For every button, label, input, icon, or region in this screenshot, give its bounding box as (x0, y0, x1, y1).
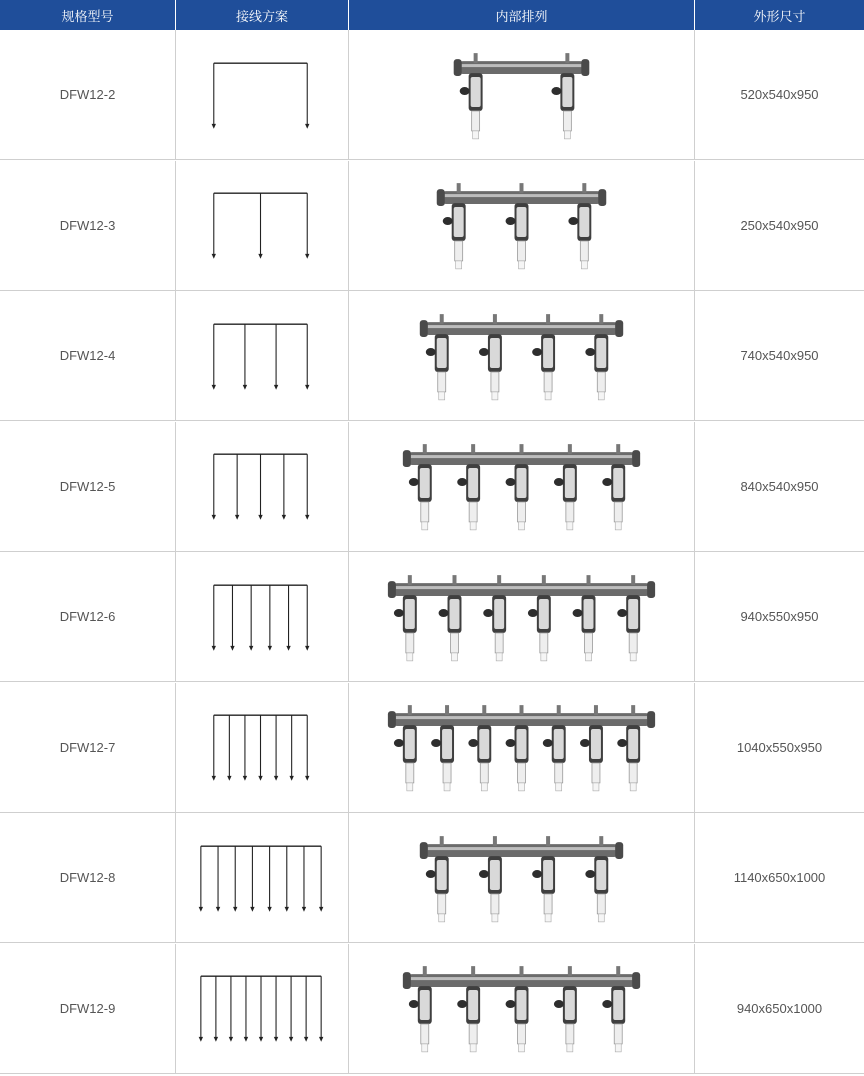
layout-cell (348, 552, 694, 681)
model-cell (0, 422, 175, 551)
layout-cell (348, 30, 694, 159)
dims-cell (694, 813, 864, 942)
model-text: DFW12-7 (59, 739, 116, 755)
dims-text: 1140x650x1000 (733, 870, 826, 885)
layout-cell (348, 422, 694, 551)
wiring-arrow-icon (212, 515, 216, 520)
dims-text: 740x540x950 (740, 348, 819, 363)
model-cell (0, 30, 175, 159)
wiring-arrow-icon (305, 384, 309, 389)
wiring-arrow-icon (305, 645, 309, 650)
wiring-arrow-icon (235, 515, 239, 520)
wiring-diagram (176, 814, 348, 942)
wiring-arrow-icon (230, 645, 234, 650)
model-text: DFW12-6 (59, 609, 116, 624)
busbar-end-cap (388, 581, 396, 598)
busbar-end-cap (598, 189, 606, 206)
wiring-arrow-icon (285, 906, 289, 911)
wiring-arrow-icon (286, 645, 290, 650)
busbar-shape (424, 322, 619, 335)
internal-layout-illustration (349, 944, 694, 1072)
model-text: DFW12-8 (59, 870, 116, 885)
internal-layout-illustration (349, 553, 694, 681)
model-text: DFW12-3 (59, 217, 116, 233)
wiring-arrow-icon (244, 1037, 248, 1042)
dims-text: 840x540x950 (740, 478, 819, 494)
model-cell (0, 944, 175, 1073)
wiring-cell (175, 552, 348, 681)
wiring-arrow-icon (305, 776, 309, 781)
wiring-arrow-icon (199, 906, 203, 911)
wiring-arrow-icon (319, 906, 323, 911)
busbar-end-cap (632, 972, 640, 989)
header-layout: 内部排列 (348, 0, 694, 30)
table-row (0, 683, 864, 813)
wiring-arrow-icon (249, 645, 253, 650)
busbar-end-cap (437, 189, 445, 206)
wiring-arrow-icon (216, 906, 220, 911)
dims-text: 520x540x950 (740, 87, 819, 102)
wiring-cell (175, 161, 348, 290)
wiring-arrow-icon (259, 1037, 263, 1042)
wiring-diagram (176, 944, 348, 1072)
wiring-arrow-icon (258, 254, 262, 259)
dims-cell (694, 552, 864, 681)
wiring-diagram (176, 161, 348, 289)
wiring-diagram (176, 31, 348, 159)
wiring-arrow-icon (305, 515, 309, 520)
busbar-end-cap (581, 59, 589, 76)
header-dims: 外形尺寸 (694, 0, 864, 30)
wiring-arrow-icon (274, 776, 278, 781)
wiring-diagram (176, 553, 348, 681)
dims-text: 940x650x1000 (736, 1000, 823, 1016)
table-row (0, 813, 864, 943)
busbar-end-cap (615, 842, 623, 859)
table-row (0, 552, 864, 682)
wiring-arrow-icon (258, 776, 262, 781)
wiring-cell (175, 291, 348, 420)
model-cell (0, 161, 175, 290)
wiring-arrow-icon (243, 384, 247, 389)
dims-cell (694, 30, 864, 159)
busbar-end-cap (615, 320, 623, 337)
dims-cell (694, 161, 864, 290)
wiring-cell (175, 813, 348, 942)
model-text: DFW12-2 (59, 87, 116, 102)
wiring-arrow-icon (212, 645, 216, 650)
wiring-diagram (176, 422, 348, 550)
model-text: DFW12-9 (59, 1000, 116, 1016)
wiring-arrow-icon (274, 384, 278, 389)
layout-cell (348, 683, 694, 812)
dims-text: 1040x550x950 (736, 739, 823, 755)
model-cell (0, 552, 175, 681)
busbar-end-cap (403, 450, 411, 467)
wiring-arrow-icon (319, 1037, 323, 1042)
wiring-arrow-icon (267, 906, 271, 911)
wiring-arrow-icon (274, 1037, 278, 1042)
dims-cell (694, 422, 864, 551)
wiring-arrow-icon (212, 254, 216, 259)
wiring-cell (175, 944, 348, 1073)
busbar-end-cap (420, 320, 428, 337)
busbar-end-cap (388, 711, 396, 728)
busbar-end-cap (454, 59, 462, 76)
wiring-arrow-icon (199, 1037, 203, 1042)
dims-text: 940x550x950 (740, 609, 819, 624)
busbar-end-cap (632, 450, 640, 467)
wiring-arrow-icon (212, 776, 216, 781)
table-row (0, 30, 864, 160)
wiring-arrow-icon (268, 645, 272, 650)
model-cell (0, 683, 175, 812)
table-row (0, 944, 864, 1074)
wiring-arrow-icon (233, 906, 237, 911)
dims-text: 250x540x950 (740, 217, 819, 233)
table-row (0, 422, 864, 552)
layout-cell (348, 813, 694, 942)
header-model: 规格型号 (0, 0, 175, 30)
wiring-arrow-icon (302, 906, 306, 911)
wiring-arrow-icon (289, 1037, 293, 1042)
layout-cell (348, 161, 694, 290)
internal-layout-illustration (349, 422, 694, 550)
busbar-end-cap (403, 972, 411, 989)
wiring-cell (175, 422, 348, 551)
busbar-shape (392, 583, 651, 596)
dims-cell (694, 291, 864, 420)
wiring-arrow-icon (304, 1037, 308, 1042)
wiring-arrow-icon (243, 776, 247, 781)
model-cell (0, 291, 175, 420)
wiring-arrow-icon (305, 254, 309, 259)
wiring-diagram (176, 683, 348, 811)
table-row (0, 161, 864, 291)
wiring-cell (175, 30, 348, 159)
internal-layout-illustration (349, 161, 694, 289)
wiring-arrow-icon (229, 1037, 233, 1042)
wiring-arrow-icon (227, 776, 231, 781)
busbar-end-cap (647, 581, 655, 598)
wiring-arrow-icon (214, 1037, 218, 1042)
internal-layout-illustration (349, 292, 694, 420)
wiring-arrow-icon (282, 515, 286, 520)
layout-cell (348, 944, 694, 1073)
busbar-end-cap (420, 842, 428, 859)
wiring-arrow-icon (250, 906, 254, 911)
wiring-arrow-icon (212, 384, 216, 389)
model-text: DFW12-5 (59, 478, 116, 494)
model-cell (0, 813, 175, 942)
wiring-arrow-icon (305, 123, 309, 128)
internal-layout-illustration (349, 31, 694, 159)
dims-cell (694, 683, 864, 812)
wiring-arrow-icon (258, 515, 262, 520)
busbar-shape (424, 844, 619, 857)
busbar-end-cap (647, 711, 655, 728)
header-wiring: 接线方案 (175, 0, 348, 30)
internal-layout-illustration (349, 683, 694, 811)
wiring-cell (175, 683, 348, 812)
internal-layout-illustration (349, 814, 694, 942)
model-text: DFW12-4 (59, 348, 116, 363)
dims-cell (694, 944, 864, 1073)
table-row (0, 291, 864, 421)
layout-cell (348, 291, 694, 420)
wiring-diagram (176, 292, 348, 420)
wiring-arrow-icon (289, 776, 293, 781)
wiring-arrow-icon (212, 123, 216, 128)
